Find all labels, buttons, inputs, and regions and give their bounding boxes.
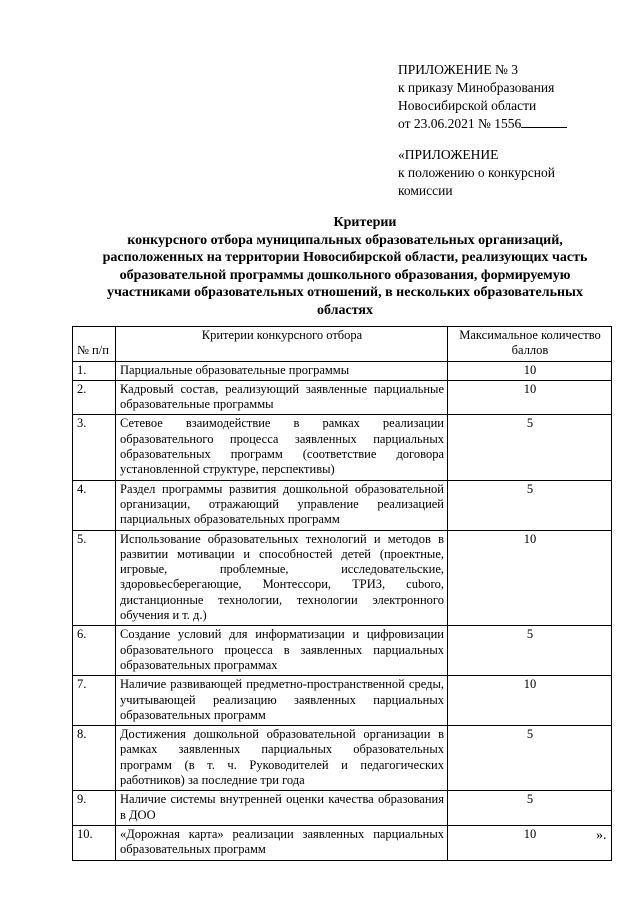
- appendix-line: к приказу Минобразования: [398, 80, 555, 95]
- table-row: [73, 415, 612, 480]
- header-number: № п/п: [73, 327, 116, 362]
- table-row: [73, 626, 612, 676]
- row-score: 5: [448, 726, 612, 791]
- appendix-order-line: [398, 115, 628, 133]
- row-score: 10: [448, 825, 612, 860]
- table-row: [73, 530, 612, 626]
- row-score: 10: [448, 676, 612, 726]
- table-row: [73, 791, 612, 826]
- title-subheading: конкурсного отбора муниципальных образовательных организаций, расположенных на территории Новосибирской области, реализующих часть образовательной программы дошкольного образования, формируемую участниками образовательных отношений, в нескольких образовательных областях: [102, 232, 588, 318]
- row-number: 1.: [73, 361, 116, 380]
- row-criterion: Раздел программы развития дошкольной образовательной организации, отражающий управление реализацией парциальных образовательных программ: [116, 480, 448, 530]
- row-score: 10: [448, 361, 612, 380]
- closing-quote: ».: [596, 828, 607, 843]
- header-max-score: Максимальное количество баллов: [448, 327, 612, 362]
- row-criterion: Кадровый состав, реализующий заявленные парциальные образовательные программы: [116, 380, 448, 415]
- table-row: [73, 480, 612, 530]
- title-heading: Критерии: [333, 215, 397, 230]
- row-number: 9.: [73, 791, 116, 826]
- row-criterion: Сетевое взаимодействие в рамках реализации образовательного процесса заявленных парциальных образовательных программ (соответствие договора установленной структуре, перспективы): [116, 415, 448, 480]
- appendix-line: «ПРИЛОЖЕНИЕ: [398, 147, 499, 162]
- appendix-line: к положению о конкурсной: [398, 165, 555, 180]
- appendix-header: [398, 61, 628, 200]
- table-row: [73, 726, 612, 791]
- row-score: 5: [448, 480, 612, 530]
- row-number: 2.: [73, 380, 116, 415]
- row-number: 3.: [73, 415, 116, 480]
- row-score: 10: [448, 380, 612, 415]
- table-header-row: [73, 327, 612, 362]
- row-criterion: Использование образовательных технологий и методов в развитии мотивации и способностей детей (проектные, игровые, проблемные, исследовательские, здоровьесберегающие, Монтессори, ТРИЗ, cuboro, дистанционные технологии, технологии электронного обучения и т. д.): [116, 530, 448, 626]
- appendix-line: Новосибирской области: [398, 98, 537, 113]
- header-criterion: Критерии конкурсного отбора: [116, 327, 448, 362]
- document-title: [80, 214, 610, 319]
- row-number: 10.: [73, 825, 116, 860]
- row-number: 7.: [73, 676, 116, 726]
- appendix-line: комиссии: [398, 183, 453, 198]
- table-row: [73, 361, 612, 380]
- row-criterion: Наличие развивающей предметно-пространственной среды, учитывающей реализацию заявленных парциальных образовательных программ: [116, 676, 448, 726]
- row-score: 5: [448, 626, 612, 676]
- row-criterion: «Дорожная карта» реализации заявленных парциальных образовательных программ: [116, 825, 448, 860]
- appendix-line: ПРИЛОЖЕНИЕ № 3: [398, 62, 519, 77]
- row-score: 5: [448, 791, 612, 826]
- table-row: [73, 380, 612, 415]
- row-criterion: Наличие системы внутренней оценки качества образования в ДОО: [116, 791, 448, 826]
- row-score: 10: [448, 530, 612, 626]
- row-number: 6.: [73, 626, 116, 676]
- row-number: 5.: [73, 530, 116, 626]
- table-row: [73, 825, 612, 860]
- row-score: 5: [448, 415, 612, 480]
- criteria-table: [72, 326, 612, 861]
- signature-underline: [521, 115, 567, 128]
- order-date-number: от 23.06.2021 № 1556: [398, 116, 522, 131]
- row-criterion: Парциальные образовательные программы: [116, 361, 448, 380]
- table-row: [73, 676, 612, 726]
- row-criterion: Достижения дошкольной образовательной организации в рамках заявленных парциальных образовательных программ (в т. ч. Руководителей и педагогических работников) за последние три года: [116, 726, 448, 791]
- row-number: 4.: [73, 480, 116, 530]
- row-number: 8.: [73, 726, 116, 791]
- row-criterion: Создание условий для информатизации и цифровизации образовательного процесса в заявленных парциальных образовательных программах: [116, 626, 448, 676]
